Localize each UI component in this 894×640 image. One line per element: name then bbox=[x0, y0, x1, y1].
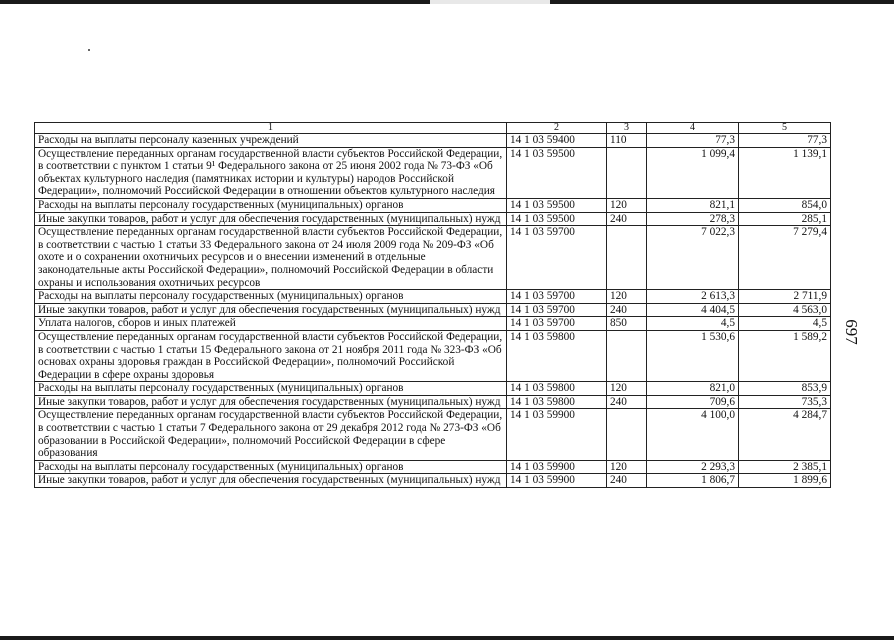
row-value-2014-cell: 2 293,3 bbox=[647, 460, 739, 474]
row-code-cell: 14 1 03 59700 bbox=[507, 226, 607, 290]
row-type-cell: 120 bbox=[607, 198, 647, 212]
row-value-2015-cell: 4 284,7 bbox=[739, 409, 831, 460]
column-header-2: 2 bbox=[507, 123, 607, 134]
row-value-2014-cell: 2 613,3 bbox=[647, 290, 739, 304]
row-type-cell: 120 bbox=[607, 382, 647, 396]
row-type-cell: 240 bbox=[607, 395, 647, 409]
row-value-2015-cell: 853,9 bbox=[739, 382, 831, 396]
column-header-3: 3 bbox=[607, 123, 647, 134]
row-type-cell bbox=[607, 226, 647, 290]
row-type-cell bbox=[607, 147, 647, 198]
row-code-cell: 14 1 03 59700 bbox=[507, 317, 607, 331]
table-row bbox=[35, 460, 831, 474]
row-name-cell: Осуществление переданных органам государственной власти субъектов Российской Федерации, в соответствии с частью 1 статьи 15 Федерального закона от 21 ноября 2011 года № 323-ФЗ «Об основах охраны здоровья граждан в Российской Федерации», полномочий Российской Федерации в сфере охраны здоровья bbox=[35, 330, 507, 381]
row-type-cell: 240 bbox=[607, 212, 647, 226]
table-row bbox=[35, 330, 831, 381]
row-value-2015-cell: 2 385,1 bbox=[739, 460, 831, 474]
column-header-4: 4 bbox=[647, 123, 739, 134]
row-name-cell: Уплата налогов, сборов и иных платежей bbox=[35, 317, 507, 331]
row-value-2014-cell: 1 099,4 bbox=[647, 147, 739, 198]
row-name-cell: Иные закупки товаров, работ и услуг для обеспечения государственных (муниципальных) нужд bbox=[35, 212, 507, 226]
row-value-2015-cell: 77,3 bbox=[739, 134, 831, 148]
table-row bbox=[35, 212, 831, 226]
row-type-cell: 240 bbox=[607, 474, 647, 488]
row-code-cell: 14 1 03 59800 bbox=[507, 382, 607, 396]
table-row bbox=[35, 474, 831, 488]
table-row bbox=[35, 409, 831, 460]
row-value-2014-cell: 709,6 bbox=[647, 395, 739, 409]
row-type-cell: 850 bbox=[607, 317, 647, 331]
row-code-cell: 14 1 03 59500 bbox=[507, 198, 607, 212]
row-code-cell: 14 1 03 59800 bbox=[507, 330, 607, 381]
row-code-cell: 14 1 03 59900 bbox=[507, 460, 607, 474]
row-value-2015-cell: 1 589,2 bbox=[739, 330, 831, 381]
scan-edge-top-gap bbox=[430, 0, 550, 4]
row-code-cell: 14 1 03 59500 bbox=[507, 212, 607, 226]
row-value-2015-cell: 854,0 bbox=[739, 198, 831, 212]
row-type-cell: 110 bbox=[607, 134, 647, 148]
row-value-2015-cell: 4,5 bbox=[739, 317, 831, 331]
column-header-1: 1 bbox=[35, 123, 507, 134]
row-code-cell: 14 1 03 59900 bbox=[507, 409, 607, 460]
scan-edge-bottom bbox=[0, 636, 894, 640]
row-value-2015-cell: 285,1 bbox=[739, 212, 831, 226]
table-row bbox=[35, 303, 831, 317]
row-name-cell: Иные закупки товаров, работ и услуг для обеспечения государственных (муниципальных) нужд bbox=[35, 303, 507, 317]
row-name-cell: Иные закупки товаров, работ и услуг для обеспечения государственных (муниципальных) нужд bbox=[35, 395, 507, 409]
row-value-2015-cell: 1 899,6 bbox=[739, 474, 831, 488]
row-value-2014-cell: 821,0 bbox=[647, 382, 739, 396]
row-type-cell: 240 bbox=[607, 303, 647, 317]
row-value-2015-cell: 735,3 bbox=[739, 395, 831, 409]
row-type-cell bbox=[607, 409, 647, 460]
row-name-cell: Расходы на выплаты персоналу государственных (муниципальных) органов bbox=[35, 290, 507, 304]
row-name-cell: Осуществление переданных органам государственной власти субъектов Российской Федерации, в соответствии с пунктом 1 статьи 9¹ Федерального закона от 25 июня 2002 года № 73-ФЗ «Об объектах культурного наследия (памятниках истории и культуры) народов Российской Федерации», полномочий Российской Федерации в отношении объектов культурного наследия bbox=[35, 147, 507, 198]
scan-speck bbox=[88, 49, 90, 51]
table-row bbox=[35, 395, 831, 409]
header-row bbox=[35, 123, 831, 134]
row-value-2014-cell: 4 404,5 bbox=[647, 303, 739, 317]
budget-table-body bbox=[35, 123, 831, 488]
row-value-2014-cell: 4 100,0 bbox=[647, 409, 739, 460]
budget-table bbox=[34, 122, 831, 488]
row-name-cell: Расходы на выплаты персоналу государственных (муниципальных) органов bbox=[35, 198, 507, 212]
row-value-2014-cell: 821,1 bbox=[647, 198, 739, 212]
table-row bbox=[35, 198, 831, 212]
row-value-2015-cell: 7 279,4 bbox=[739, 226, 831, 290]
row-name-cell: Иные закупки товаров, работ и услуг для обеспечения государственных (муниципальных) нужд bbox=[35, 474, 507, 488]
row-name-cell: Расходы на выплаты персоналу казенных учреждений bbox=[35, 134, 507, 148]
row-value-2014-cell: 77,3 bbox=[647, 134, 739, 148]
row-value-2014-cell: 278,3 bbox=[647, 212, 739, 226]
row-value-2015-cell: 1 139,1 bbox=[739, 147, 831, 198]
table-row bbox=[35, 134, 831, 148]
row-name-cell: Осуществление переданных органам государственной власти субъектов Российской Федерации, в соответствии с частью 1 статьи 33 Федерального закона от 24 июля 2009 года № 209-ФЗ «Об охоте и о сохранении охотничьих ресурсов и о внесении изменений в отдельные законодательные акты Российской Федерации», полномочий Российской Федерации в области охраны и использования охотничьих ресурсов bbox=[35, 226, 507, 290]
table-row bbox=[35, 382, 831, 396]
column-header-5: 5 bbox=[739, 123, 831, 134]
row-type-cell: 120 bbox=[607, 290, 647, 304]
row-name-cell: Расходы на выплаты персоналу государственных (муниципальных) органов bbox=[35, 382, 507, 396]
table-row bbox=[35, 317, 831, 331]
row-name-cell: Осуществление переданных органам государственной власти субъектов Российской Федерации, в соответствии с частью 1 статьи 7 Федерального закона от 29 декабря 2012 года № 273-ФЗ «Об образовании в Российской Федерации», полномочий Российской Федерации в сфере образования bbox=[35, 409, 507, 460]
row-value-2015-cell: 2 711,9 bbox=[739, 290, 831, 304]
row-code-cell: 14 1 03 59400 bbox=[507, 134, 607, 148]
row-value-2014-cell: 7 022,3 bbox=[647, 226, 739, 290]
row-code-cell: 14 1 03 59700 bbox=[507, 303, 607, 317]
table-row bbox=[35, 226, 831, 290]
row-code-cell: 14 1 03 59800 bbox=[507, 395, 607, 409]
table-row bbox=[35, 147, 831, 198]
row-code-cell: 14 1 03 59900 bbox=[507, 474, 607, 488]
row-type-cell bbox=[607, 330, 647, 381]
row-value-2015-cell: 4 563,0 bbox=[739, 303, 831, 317]
table-row bbox=[35, 290, 831, 304]
row-type-cell: 120 bbox=[607, 460, 647, 474]
row-value-2014-cell: 4,5 bbox=[647, 317, 739, 331]
row-name-cell: Расходы на выплаты персоналу государственных (муниципальных) органов bbox=[35, 460, 507, 474]
row-value-2014-cell: 1 530,6 bbox=[647, 330, 739, 381]
row-value-2014-cell: 1 806,7 bbox=[647, 474, 739, 488]
row-code-cell: 14 1 03 59500 bbox=[507, 147, 607, 198]
row-code-cell: 14 1 03 59700 bbox=[507, 290, 607, 304]
page-number: 697 bbox=[841, 319, 861, 345]
